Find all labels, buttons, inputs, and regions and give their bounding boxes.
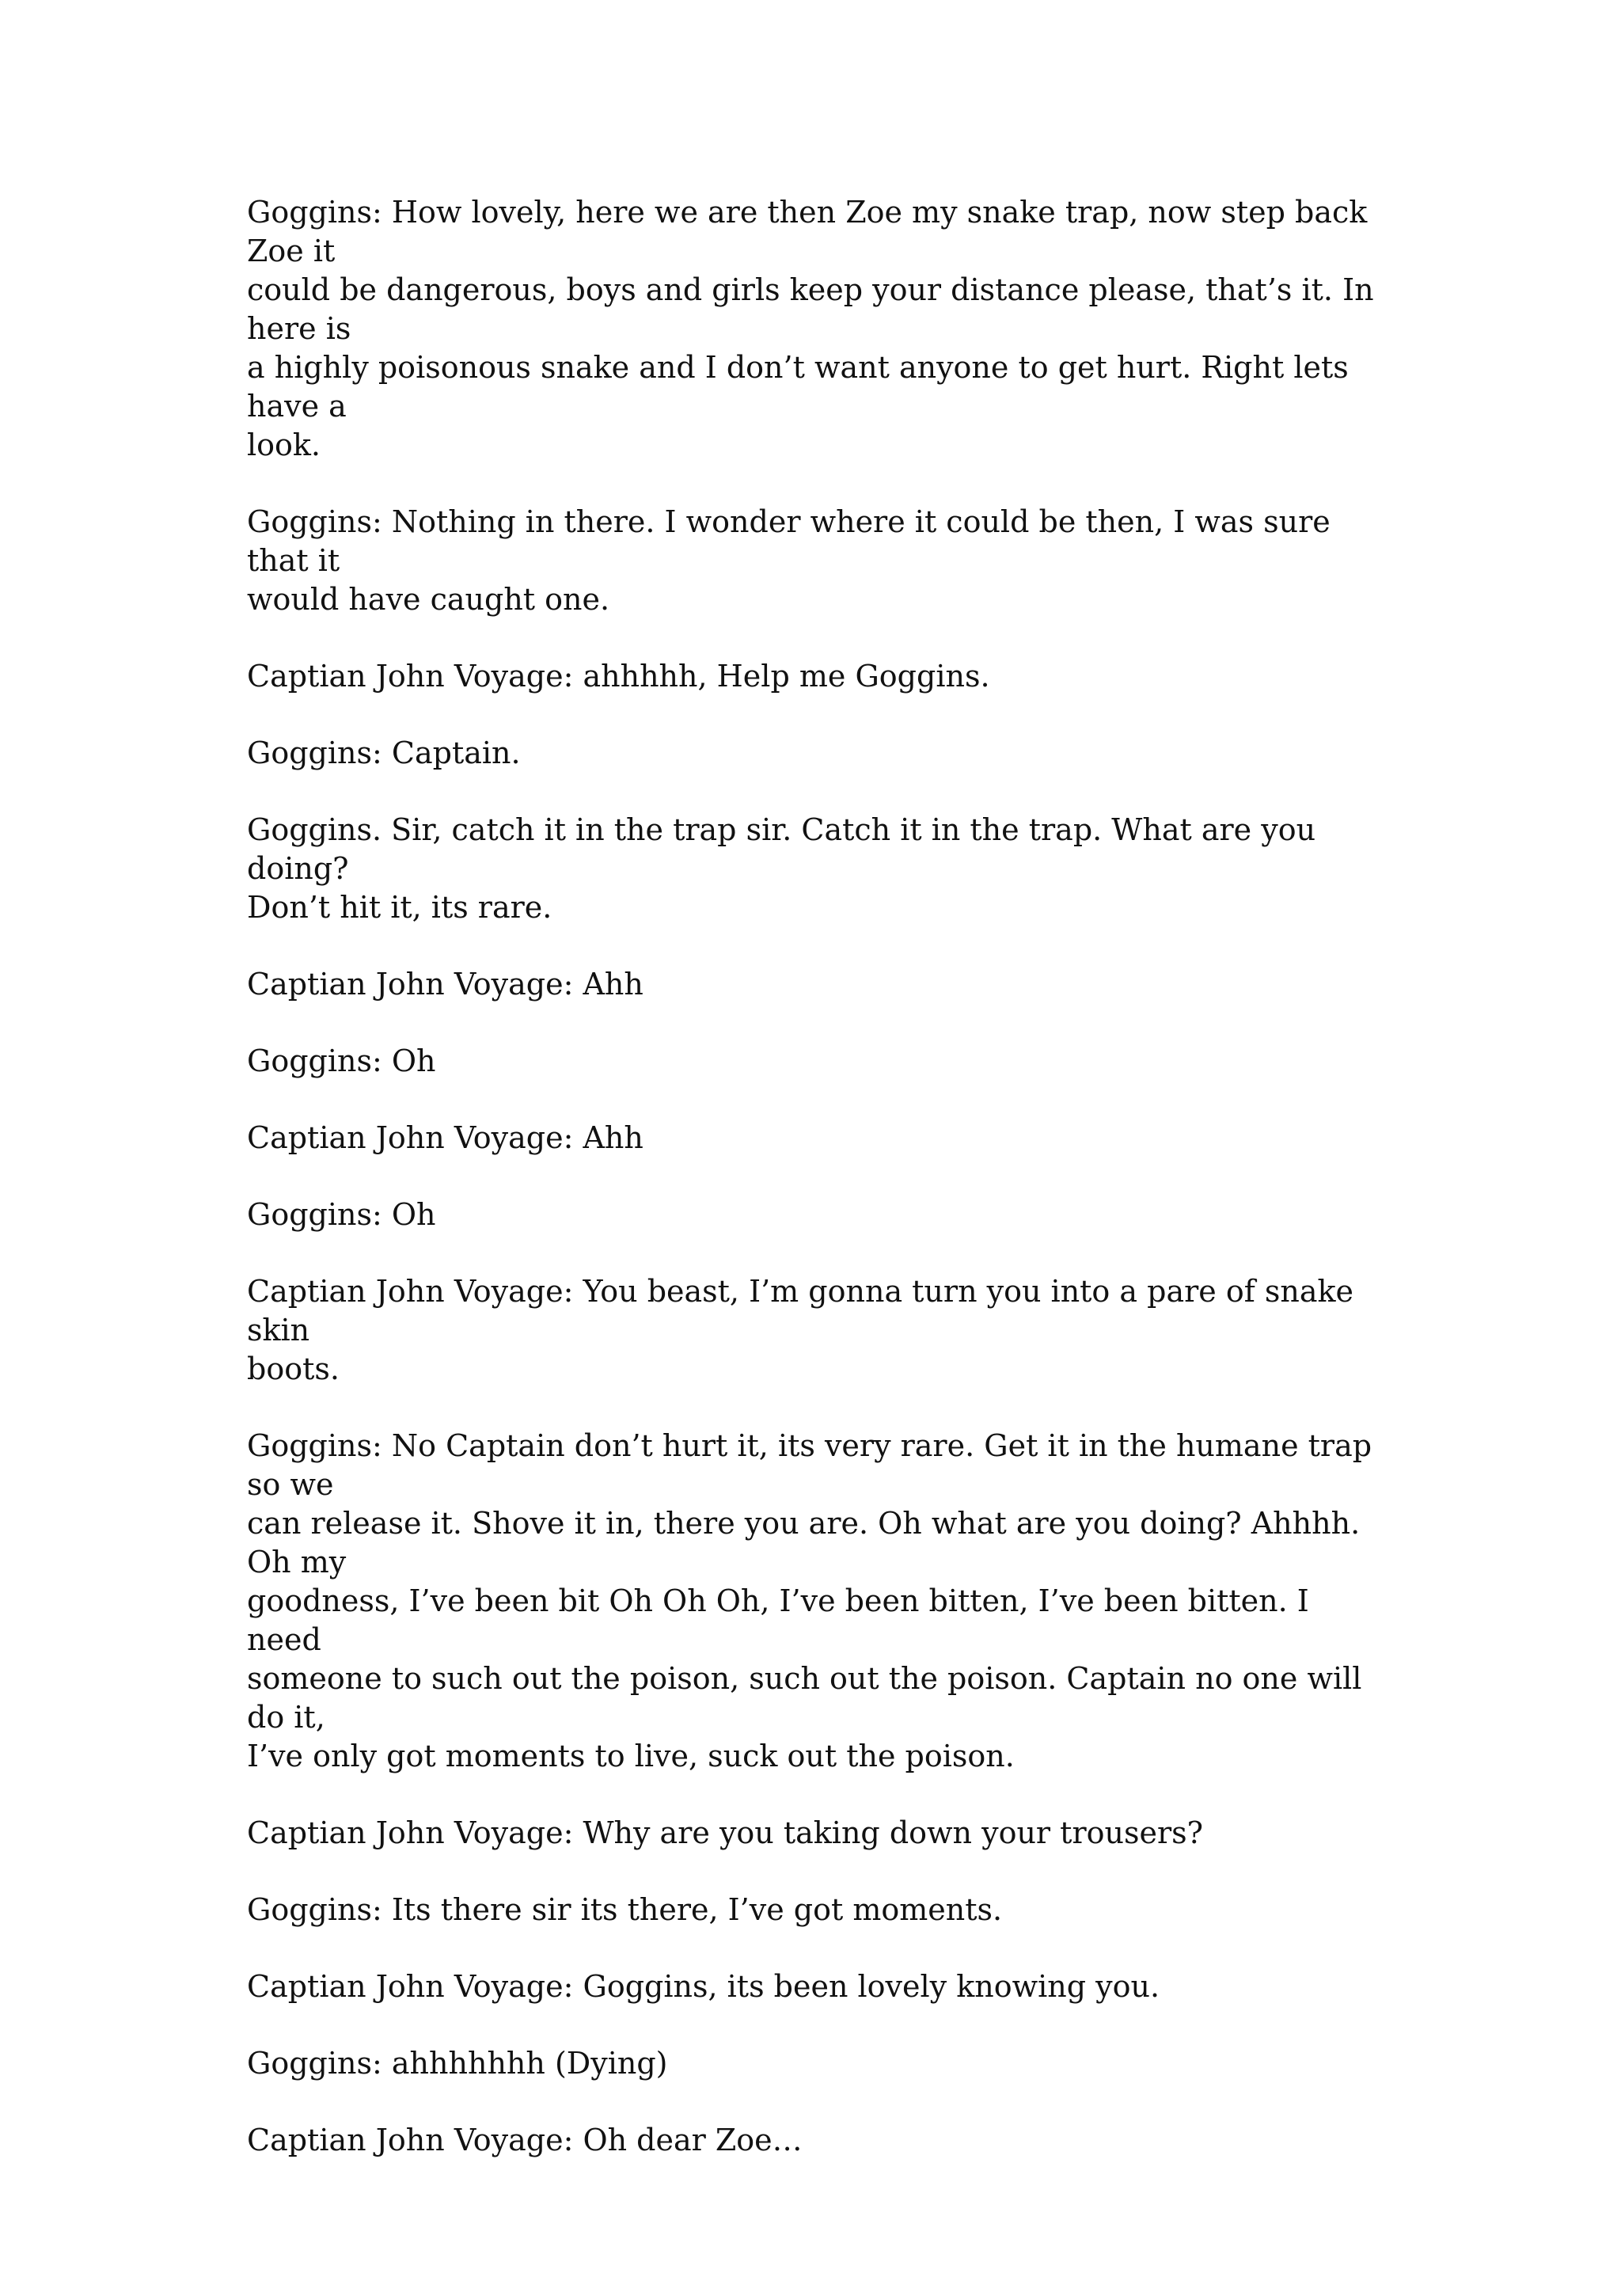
dialogue-paragraph: Captian John Voyage: Goggins, its been lovely knowing you.	[247, 1969, 1160, 2004]
dialogue-paragraph: Captian John Voyage: Ahh	[247, 1120, 643, 1155]
dialogue-paragraph: Goggins: Its there sir its there, I’ve got moments.	[247, 1892, 1003, 1927]
dialogue-paragraph: Captian John Voyage: ahhhhh, Help me Goggins.	[247, 659, 990, 694]
dialogue-paragraph: Goggins: How lovely, here we are then Zoe my snake trap, now step back Zoe it could be dangerous, boys and girls keep your distance please, that’s it. In here is a highly poisonous snake and I don’t want anyone to get hurt. Right lets have a look.	[247, 195, 1374, 462]
dialogue-paragraph: Captian John Voyage: Oh dear Zoe…	[247, 2123, 803, 2157]
dialogue-paragraph: Goggins: Oh	[247, 1043, 436, 1078]
script-body	[247, 193, 1387, 2198]
dialogue-paragraph: Captian John Voyage: Why are you taking down your trousers?	[247, 1815, 1203, 1850]
dialogue-paragraph: Goggins: ahhhhhhh (Dying)	[247, 2046, 668, 2081]
dialogue-paragraph: Captian John Voyage: Ahh	[247, 967, 643, 1002]
dialogue-paragraph: Goggins. Sir, catch it in the trap sir. Catch it in the trap. What are you doing? Don’t hit it, its rare.	[247, 812, 1316, 925]
dialogue-paragraph: Goggins: No Captain don’t hurt it, its very rare. Get it in the humane trap so we can release it. Shove it in, there you are. Oh what are you doing? Ahhhh. Oh my goodness, I’ve been bit Oh Oh Oh, I’ve been bitten, I’ve been bitten. I need someone to such out the poison, such out the poison. Captain no one will do it, I’ve only got moments to live, suck out the poison.	[247, 1428, 1372, 1773]
dialogue-paragraph: Goggins: Nothing in there. I wonder where it could be then, I was sure that it would have caught one.	[247, 504, 1331, 617]
dialogue-paragraph: Goggins: Captain.	[247, 736, 521, 770]
dialogue-paragraph: Goggins: Oh	[247, 1197, 436, 1232]
dialogue-paragraph: Captian John Voyage: You beast, I’m gonna turn you into a pare of snake skin boots.	[247, 1274, 1354, 1386]
